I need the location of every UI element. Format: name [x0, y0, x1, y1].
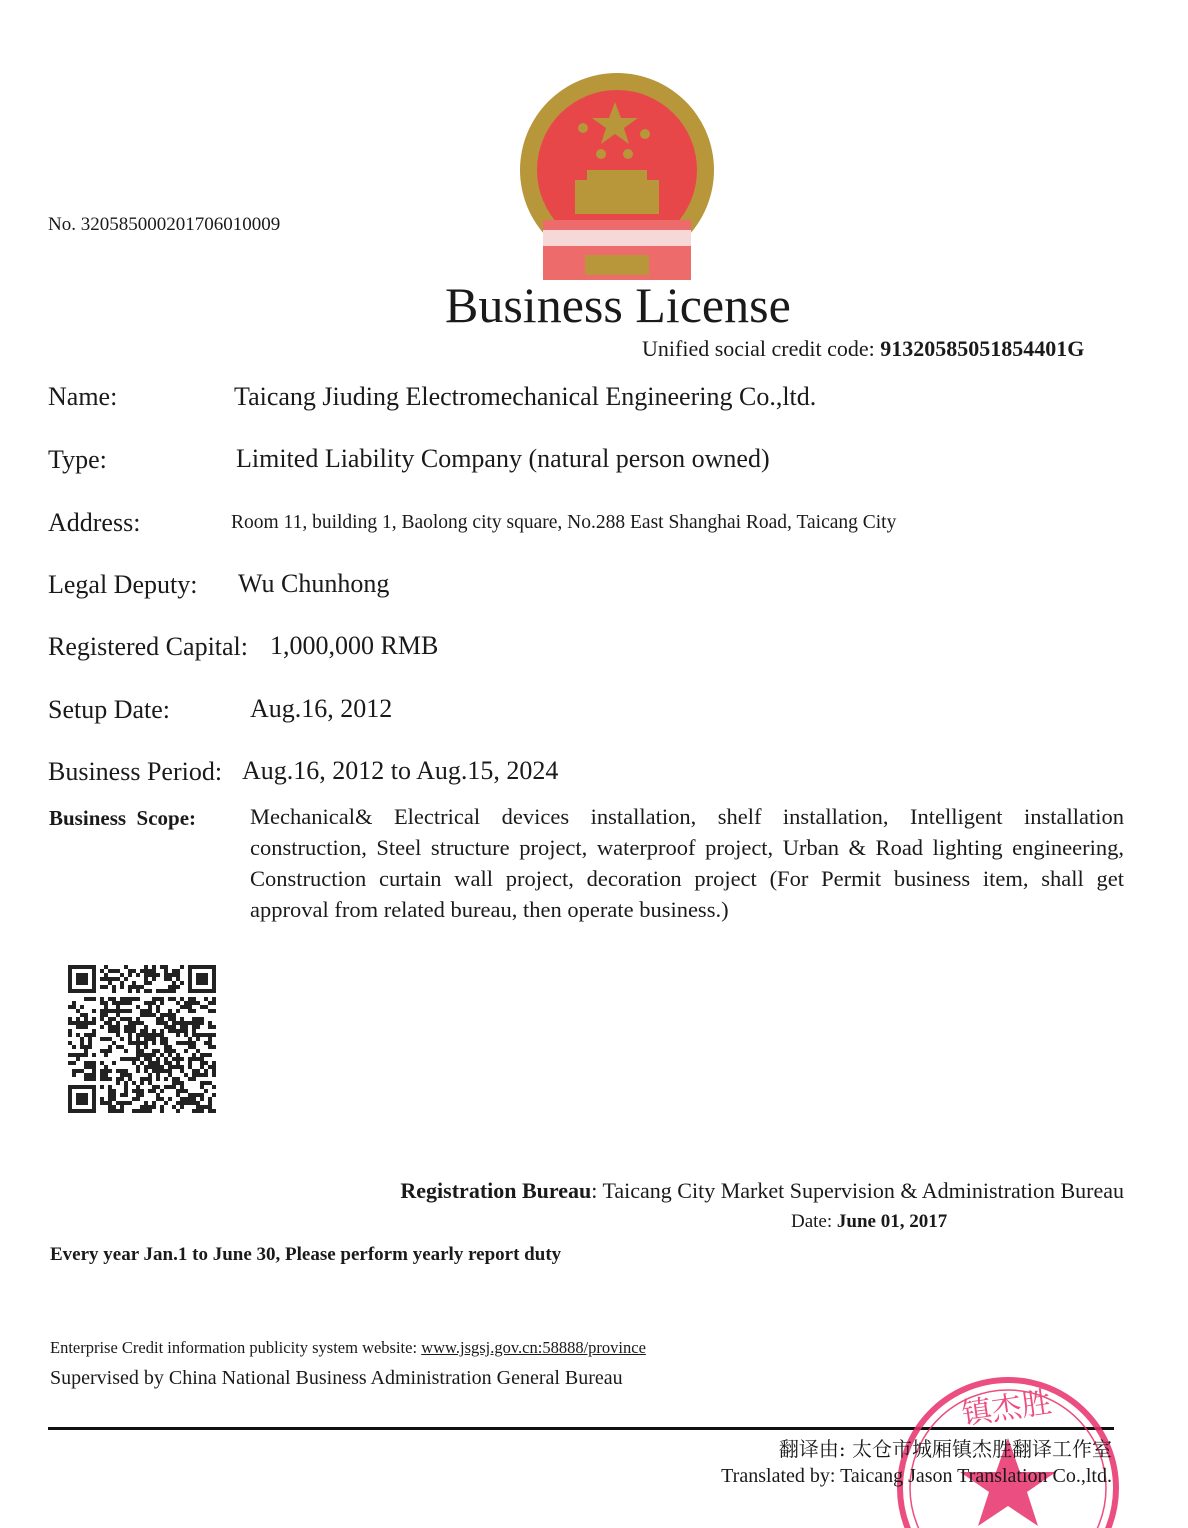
credit-code: [642, 336, 1084, 362]
setup-date-label: Setup Date:: [48, 695, 171, 724]
svg-text:镇杰胜: 镇杰胜: [959, 1385, 1054, 1433]
registration-bureau-value: : Taicang City Market Supervision & Administration Bureau: [591, 1178, 1124, 1203]
national-emblem: [515, 70, 720, 285]
name-value: Taicang Jiuding Electromechanical Engineering Co.,ltd.: [234, 382, 817, 411]
legal-deputy-label: Legal Deputy:: [48, 570, 198, 599]
website-label: Enterprise Credit information publicity system website:: [50, 1338, 418, 1357]
credit-code-label: Unified social credit code:: [642, 336, 875, 361]
business-scope-value: Mechanical& Electrical devices installation, shelf installation, Intelligent installation construction, Steel structure project, waterproof project, Urban & Road lighting engineering, Construction curtain wall project, decoration project (For Permit business item, shall get approval from related bureau, then operate business.): [250, 804, 1124, 922]
supervised-by: Supervised by China National Business Administration General Bureau: [50, 1367, 623, 1389]
registration-date: [791, 1211, 947, 1233]
business-scope-label: Business Scope:: [49, 806, 197, 830]
address-value: Room 11, building 1, Baolong city square, No.288 East Shanghai Road, Taicang City: [231, 512, 897, 533]
yearly-report-notice: Every year Jan.1 to June 30, Please perform yearly report duty: [50, 1244, 562, 1265]
page-title: Business License: [445, 277, 791, 333]
date-value: June 01, 2017: [836, 1211, 948, 1232]
translator-chinese: 翻译由: 太仓市城厢镇杰胜翻译工作室: [778, 1437, 1112, 1461]
registered-capital-value: 1,000,000 RMB: [270, 631, 439, 660]
credit-code-value: 91320585051854401G: [880, 336, 1085, 361]
website-link[interactable]: www.jsgsj.gov.cn:58888/province: [421, 1338, 646, 1357]
type-value: Limited Liability Company (natural person owned): [236, 444, 770, 473]
document-number: No. 320585000201706010009: [48, 214, 281, 235]
registration-bureau: [400, 1178, 1124, 1204]
business-period-label: Business Period:: [48, 757, 223, 786]
website-line: [50, 1338, 646, 1358]
business-period-value: Aug.16, 2012 to Aug.15, 2024: [242, 756, 559, 785]
registration-bureau-label: Registration Bureau: [400, 1178, 592, 1203]
translator-english: Translated by: Taicang Jason Translation Co.,ltd.: [721, 1465, 1112, 1487]
registered-capital-label: Registered Capital:: [48, 632, 249, 661]
setup-date-value: Aug.16, 2012: [250, 694, 393, 723]
legal-deputy-value: Wu Chunhong: [238, 569, 390, 598]
qr-code: [68, 965, 216, 1113]
address-label: Address:: [48, 508, 141, 537]
name-label: Name:: [48, 382, 118, 411]
date-label: Date:: [791, 1211, 833, 1232]
type-label: Type:: [48, 445, 107, 474]
